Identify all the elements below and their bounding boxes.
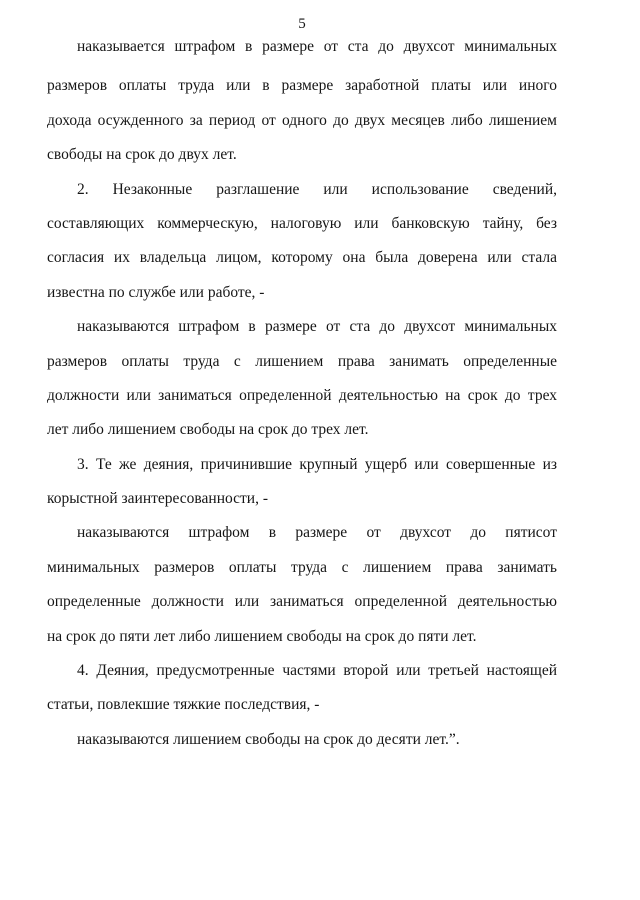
page-number: 5 <box>298 16 306 32</box>
text-line: наказываются штрафом в размере от двухсот до пятисот <box>77 524 557 542</box>
text-line: статьи, повлекшие тяжкие последствия, - <box>47 696 320 714</box>
text-line: наказываются лишением свободы на срок до десяти лет.”. <box>77 730 460 748</box>
paragraph <box>47 516 557 654</box>
paragraph <box>47 30 557 173</box>
text-line: 2. Незаконные разглашение или использование сведений, <box>77 180 557 198</box>
text-line: наказывается штрафом в размере от ста до двухсот минимальных <box>77 38 557 55</box>
paragraph <box>47 173 557 311</box>
paragraph <box>47 723 557 757</box>
text-line: корыстной заинтересованности, - <box>47 490 268 508</box>
text-line: размеров оплаты труда с лишением права занимать определенные <box>47 352 557 370</box>
text-line: на срок до пяти лет либо лишением свободы на срок до пяти лет. <box>47 627 477 645</box>
paragraph <box>47 448 557 517</box>
paragraph <box>47 310 557 448</box>
paragraph <box>47 654 557 723</box>
document-body <box>47 30 557 757</box>
text-line: составляющих коммерческую, налоговую или банковскую тайну, без <box>47 214 557 232</box>
text-line: определенные должности или заниматься определенной деятельностью <box>47 593 557 611</box>
text-line: дохода осужденного за период от одного до двух месяцев либо лишением <box>47 111 557 129</box>
text-line: 3. Те же деяния, причинившие крупный ущерб или совершенные из <box>77 455 557 473</box>
text-line: лет либо лишением свободы на срок до трех лет. <box>47 421 369 439</box>
text-line: наказываются штрафом в размере от ста до двухсот минимальных <box>77 318 557 336</box>
text-line: минимальных размеров оплаты труда с лишением права занимать <box>47 558 557 576</box>
text-line: согласия их владельца лицом, которому она была доверена или стала <box>47 249 557 267</box>
text-line: свободы на срок до двух лет. <box>47 146 237 164</box>
text-line: размеров оплаты труда или в размере заработной платы или иного <box>47 77 557 95</box>
text-line: 4. Деяния, предусмотренные частями второй или третьей настоящей <box>77 662 557 680</box>
text-line: должности или заниматься определенной деятельностью на срок до трех <box>47 386 557 404</box>
text-line: известна по службе или работе, - <box>47 283 265 301</box>
